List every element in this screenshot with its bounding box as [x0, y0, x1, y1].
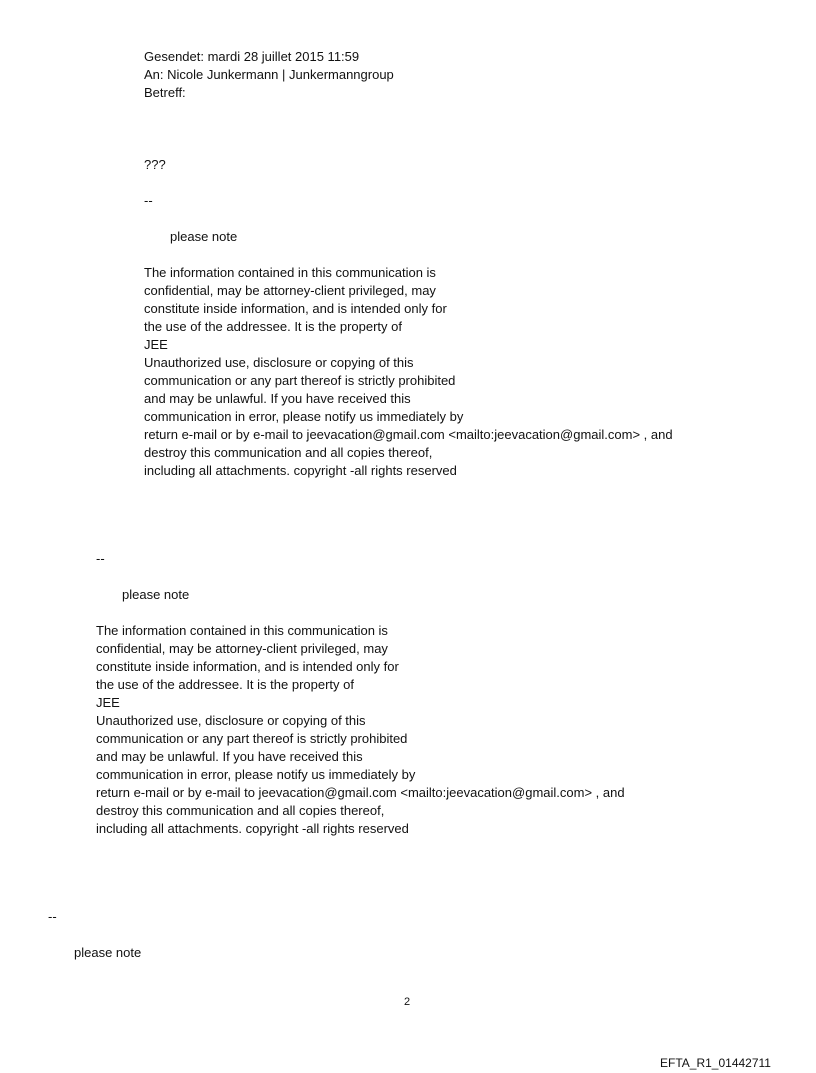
- disclaimer-line: return e-mail or by e-mail to jeevacation@gmail.com <mailto:jeevacation@gmail.com> , and: [96, 785, 625, 800]
- disclaimer-line: and may be unlawful. If you have received this: [96, 749, 363, 764]
- message-body: ???: [144, 157, 166, 172]
- disclaimer-line: communication or any part thereof is strictly prohibited: [96, 731, 408, 746]
- disclaimer-line: JEE: [96, 695, 120, 710]
- disclaimer-line: confidential, may be attorney-client privileged, may: [144, 283, 436, 298]
- disclaimer-line: constitute inside information, and is intended only for: [96, 659, 399, 674]
- header-to: An: Nicole Junkermann | Junkermanngroup: [144, 67, 394, 82]
- please-note-2: please note: [122, 587, 190, 602]
- disclaimer-line: The information contained in this communication is: [144, 265, 436, 280]
- disclaimer-line: Unauthorized use, disclosure or copying of this: [144, 355, 414, 370]
- please-note-3: please note: [74, 945, 142, 960]
- disclaimer-line: and may be unlawful. If you have received this: [144, 391, 411, 406]
- header-subject: Betreff:: [144, 85, 186, 100]
- disclaimer-line: confidential, may be attorney-client privileged, may: [96, 641, 388, 656]
- disclaimer-line: destroy this communication and all copies thereof,: [144, 445, 433, 460]
- disclaimer-line: return e-mail or by e-mail to jeevacation@gmail.com <mailto:jeevacation@gmail.com> , and: [144, 427, 673, 442]
- separator-1: --: [144, 193, 153, 208]
- header-sent: Gesendet: mardi 28 juillet 2015 11:59: [144, 49, 360, 64]
- separator-2: --: [96, 551, 105, 566]
- page-number: 2: [404, 996, 411, 1008]
- separator-3: --: [48, 909, 57, 924]
- disclaimer-line: JEE: [144, 337, 168, 352]
- disclaimer-line: constitute inside information, and is intended only for: [144, 301, 447, 316]
- disclaimer-line: destroy this communication and all copies thereof,: [96, 803, 385, 818]
- disclaimer-line: The information contained in this communication is: [96, 623, 388, 638]
- disclaimer-line: communication in error, please notify us immediately by: [144, 409, 464, 424]
- please-note-1: please note: [170, 229, 238, 244]
- disclaimer-line: communication or any part thereof is strictly prohibited: [144, 373, 456, 388]
- disclaimer-line: Unauthorized use, disclosure or copying of this: [96, 713, 366, 728]
- disclaimer-line: the use of the addressee. It is the property of: [96, 677, 354, 692]
- document-id: EFTA_R1_01442711: [660, 1056, 771, 1070]
- disclaimer-line: including all attachments. copyright -all rights reserved: [144, 463, 457, 478]
- disclaimer-line: including all attachments. copyright -all rights reserved: [96, 821, 409, 836]
- disclaimer-line: communication in error, please notify us immediately by: [96, 767, 416, 782]
- disclaimer-line: the use of the addressee. It is the property of: [144, 319, 402, 334]
